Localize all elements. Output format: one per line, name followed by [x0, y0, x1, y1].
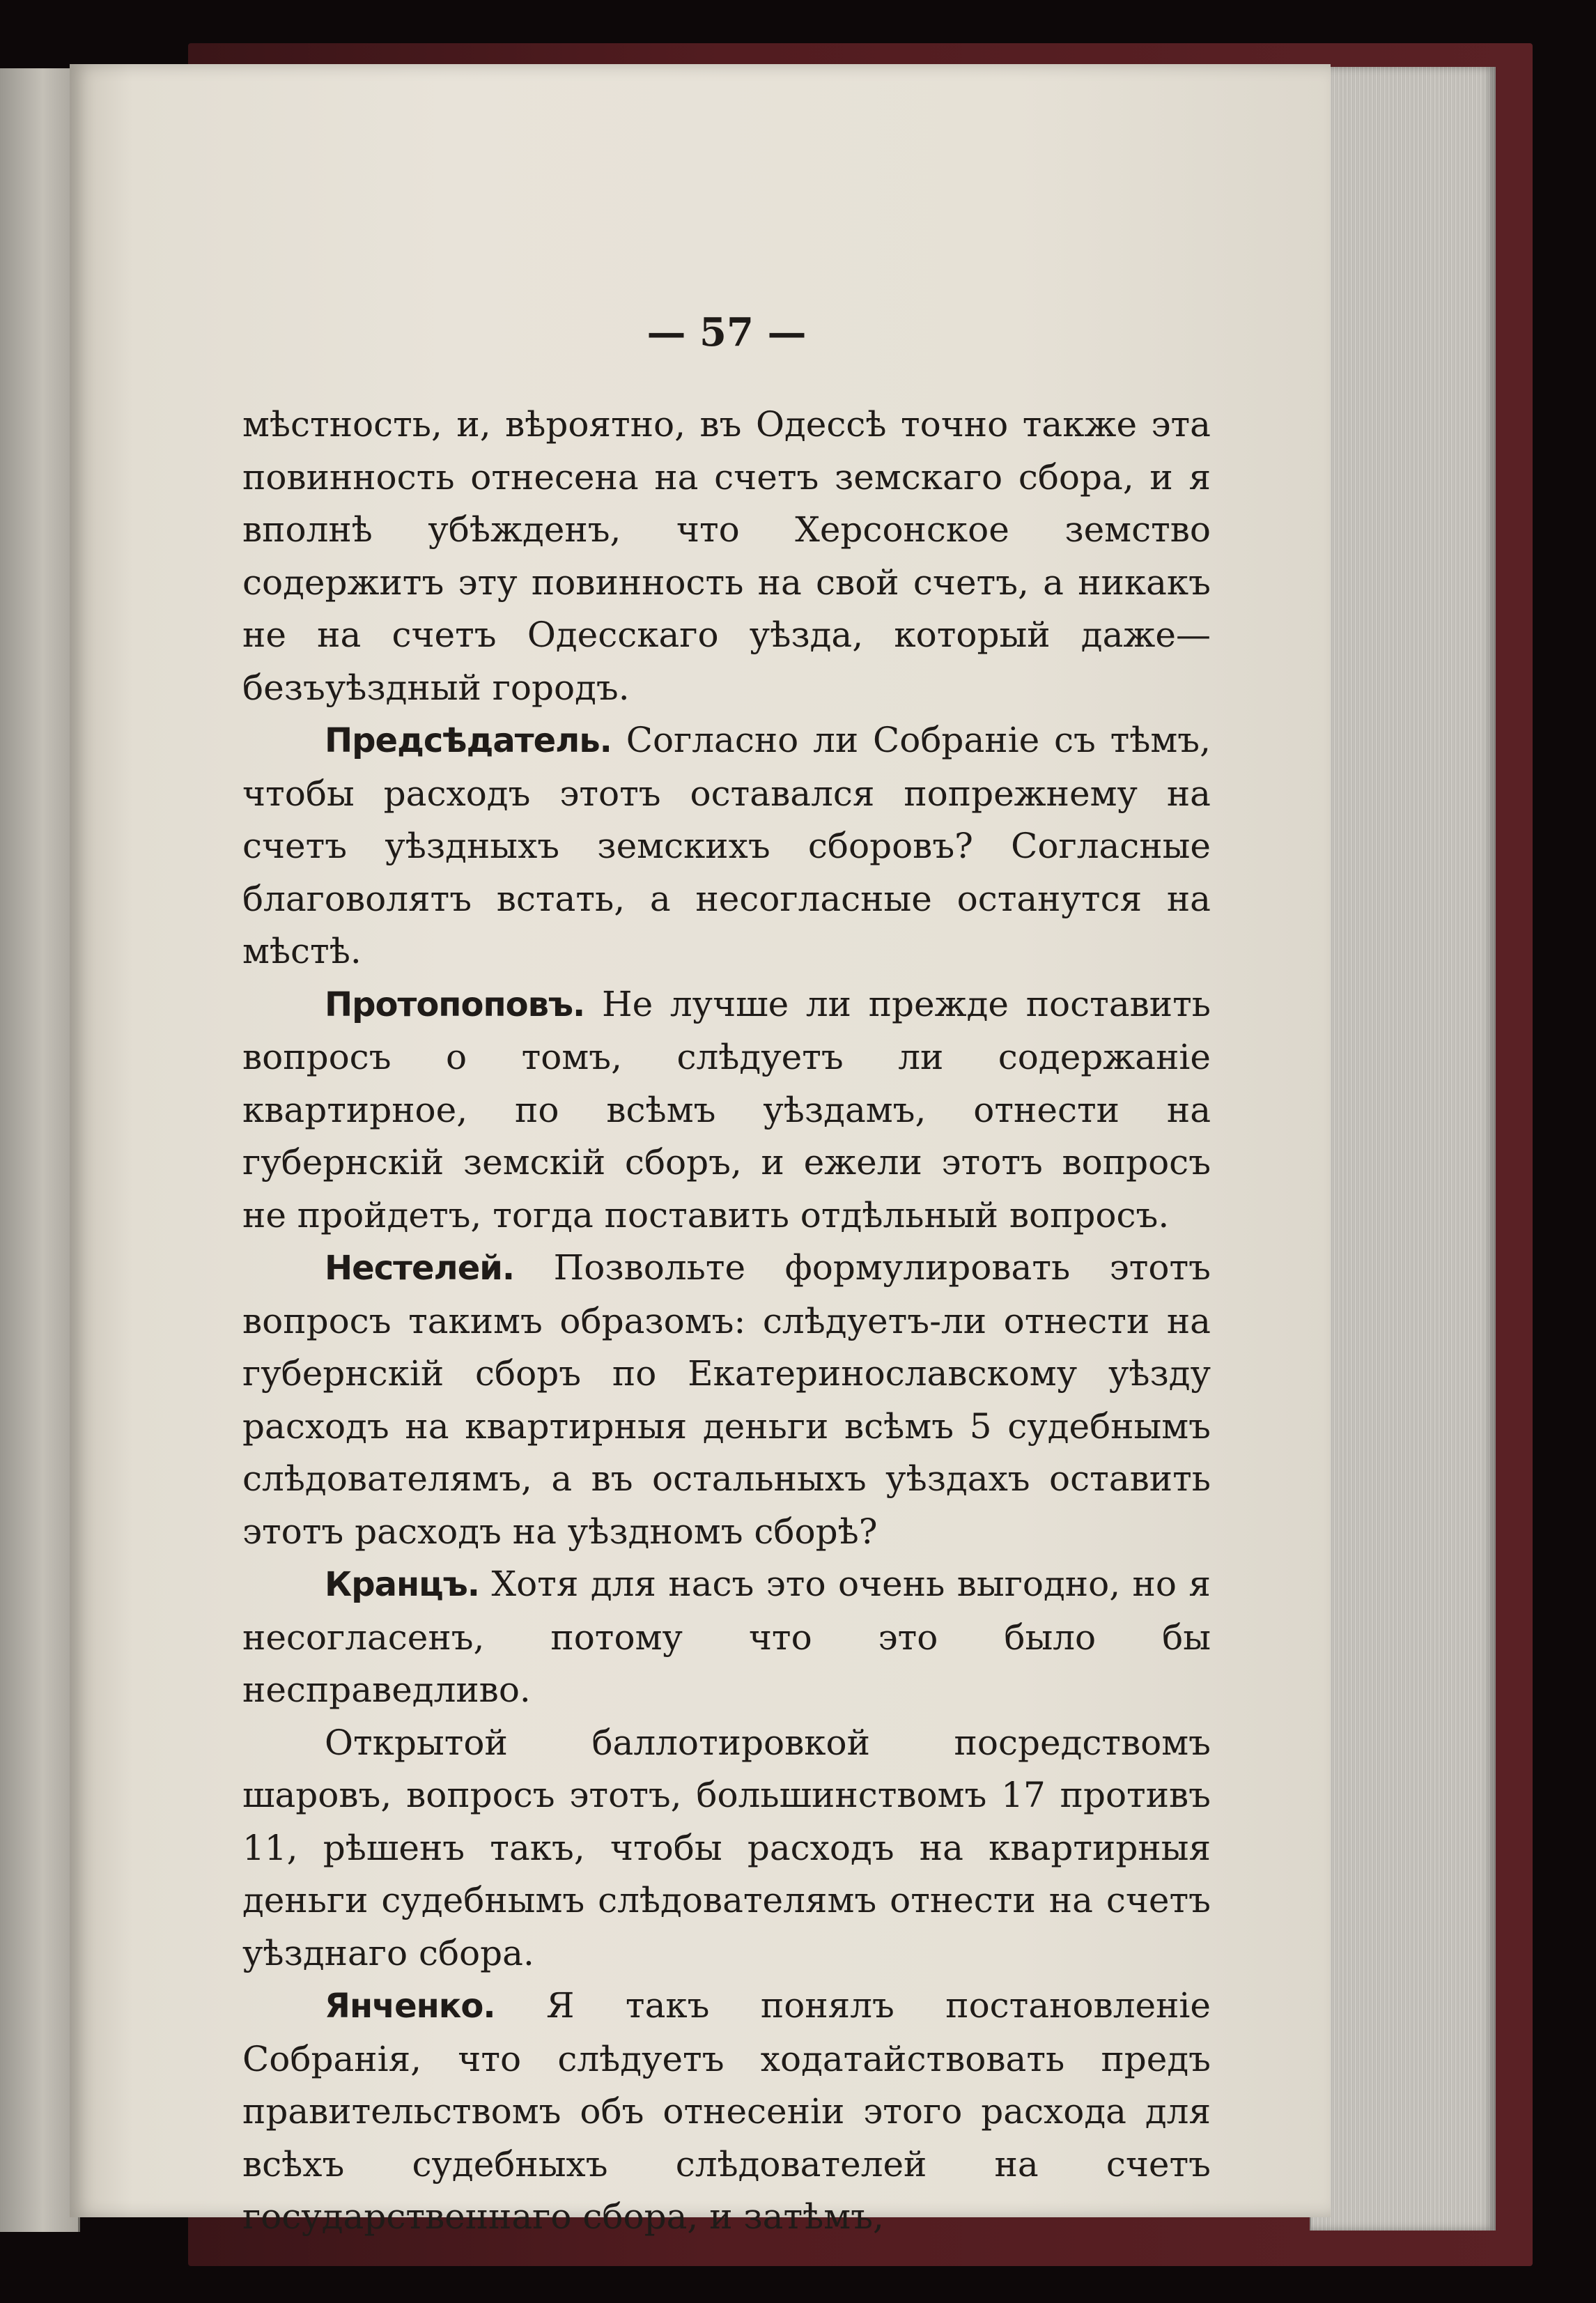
paragraph-text: мѣстность, и, вѣроятно, въ Одессѣ точно также эта повинность отнесена на счетъ земскаго сбора, и я вполнѣ убѣжденъ, что Херсонское земство содержитъ эту повинность на свой счетъ, а никакъ не на счетъ Одесскаго уѣзда, который даже—безъуѣздный городъ.: [242, 404, 1211, 708]
book-page: [70, 64, 1331, 2237]
paragraph: [242, 1558, 1211, 1717]
paragraph: [242, 978, 1211, 1242]
page-number: — 57 —: [646, 309, 807, 355]
speaker-name: Протопоповъ.: [325, 985, 585, 1024]
speaker-name: Предсѣдатель.: [325, 721, 612, 760]
paragraph-text: Не лучше ли прежде поставить вопросъ о томъ, слѣдуетъ ли содержаніе квартирное, по всѣмъ уѣздамъ, отнести на губернскій земскій сборъ, и ежели этотъ вопросъ не пройдетъ, тогда поставить отдѣльный вопросъ.: [242, 983, 1211, 1235]
page-stack-edges: [1310, 67, 1496, 2231]
paragraph-text: Я такъ понялъ постановленіе Собранія, что слѣдуетъ ходатайствовать предъ правительствомъ объ отнесеніи этого расхода для всѣхъ судебныхъ слѣдователей на счетъ государственнаго сбора, и затѣмъ,: [242, 1985, 1211, 2237]
paragraph: [242, 399, 1211, 714]
paragraph-text: Согласно ли Собраніе съ тѣмъ, чтобы расходъ этотъ оставался попрежнему на счетъ уѣздныхъ земскихъ сборовъ? Согласные благоволятъ встать, а несогласные останутся на мѣстѣ.: [242, 720, 1211, 971]
paragraph: [242, 714, 1211, 978]
page-text: [242, 399, 1211, 2244]
paragraph: [242, 1242, 1211, 1558]
speaker-name: Нестелей.: [325, 1249, 515, 1288]
paragraph-text: Открытой баллотировкой посредствомъ шаровъ, вопросъ этотъ, большинствомъ 17 противъ 11, рѣшенъ такъ, чтобы расходъ на квартирныя деньги судебнымъ слѣдователямъ отнести на счетъ уѣзднаго сбора.: [242, 1722, 1211, 1973]
paragraph: [242, 1717, 1211, 1980]
speaker-name: Янченко.: [325, 1987, 495, 2026]
paragraph: [242, 1980, 1211, 2244]
left-page-edge: [0, 68, 80, 2232]
paragraph-text: Позвольте формулировать этотъ вопросъ такимъ образомъ: слѣдуетъ-ли отнести на губернскій сборъ по Екатеринославскому уѣзду расходъ на квартирныя деньги всѣмъ 5 судебнымъ слѣдователямъ, а въ остальныхъ уѣздахъ оставить этотъ расходъ на уѣздномъ сборѣ?: [242, 1247, 1211, 1552]
paragraph-text: Хотя для насъ это очень выгодно, но я несогласенъ, потому что это было бы несправедливо.: [242, 1564, 1211, 1710]
speaker-name: Кранцъ.: [325, 1565, 480, 1604]
